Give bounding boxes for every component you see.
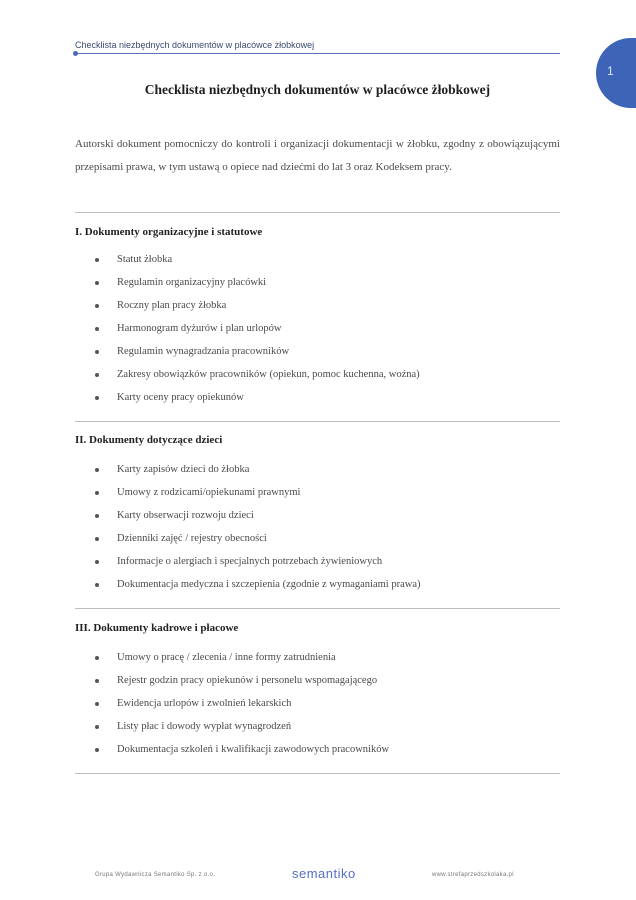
list-item: Dzienniki zajęć / rejestry obecności (95, 527, 421, 550)
list-item: Regulamin organizacyjny placówki (95, 271, 420, 294)
list-item: Karty obserwacji rozwoju dzieci (95, 504, 421, 527)
list-item: Roczny plan pracy żłobka (95, 294, 420, 317)
section-divider (75, 773, 560, 774)
section-list (95, 458, 421, 596)
list-item: Umowy z rodzicami/opiekunami prawnymi (95, 481, 421, 504)
section-divider (75, 608, 560, 609)
list-item: Dokumentacja medyczna i szczepienia (zgodnie z wymaganiami prawa) (95, 573, 421, 596)
page-number: 1 (607, 64, 614, 78)
footer-publisher: Grupa Wydawnicza Semantiko Sp. z o.o. (95, 872, 216, 878)
section-list (95, 248, 420, 409)
list-item: Harmonogram dyżurów i plan urlopów (95, 317, 420, 340)
list-item: Listy płac i dowody wypłat wynagrodzeń (95, 715, 389, 738)
section-list (95, 646, 389, 761)
list-item: Ewidencja urlopów i zwolnień lekarskich (95, 692, 389, 715)
list-item: Zakresy obowiązków pracowników (opiekun, pomoc kuchenna, woźna) (95, 363, 420, 386)
section-divider (75, 421, 560, 422)
document-title: Checklista niezbędnych dokumentów w placówce żłobkowej (144, 82, 491, 97)
section-divider (75, 212, 560, 213)
header-rule (75, 53, 560, 54)
list-item: Statut żłobka (95, 248, 420, 271)
running-header: Checklista niezbędnych dokumentów w placówce żłobkowej (75, 40, 315, 50)
intro-paragraph: Autorski dokument pomocniczy do kontroli i organizacji dokumentacji w żłobku, zgodny z obowiązującymi przepisami prawa, w tym ustawą o opiece nad dziećmi do lat 3 oraz Kodeksem pracy. (75, 138, 560, 173)
list-item: Karty zapisów dzieci do żłobka (95, 458, 421, 481)
list-item: Regulamin wynagradzania pracowników (95, 340, 420, 363)
section-heading: I. Dokumenty organizacyjne i statutowe (75, 226, 263, 238)
section-heading: II. Dokumenty dotyczące dzieci (75, 434, 223, 446)
section-heading: III. Dokumenty kadrowe i płacowe (75, 622, 239, 634)
page-number-tab (596, 38, 636, 108)
list-item: Umowy o pracę / zlecenia / inne formy zatrudnienia (95, 646, 389, 669)
footer-logo: semantiko (292, 866, 356, 881)
header-dot (73, 51, 78, 56)
list-item: Dokumentacja szkoleń i kwalifikacji zawodowych pracowników (95, 738, 389, 761)
list-item: Informacje o alergiach i specjalnych potrzebach żywieniowych (95, 550, 421, 573)
footer-website: www.strefaprzedszkolaka.pl (432, 872, 514, 878)
list-item: Rejestr godzin pracy opiekunów i personelu wspomagającego (95, 669, 389, 692)
list-item: Karty oceny pracy opiekunów (95, 386, 420, 409)
